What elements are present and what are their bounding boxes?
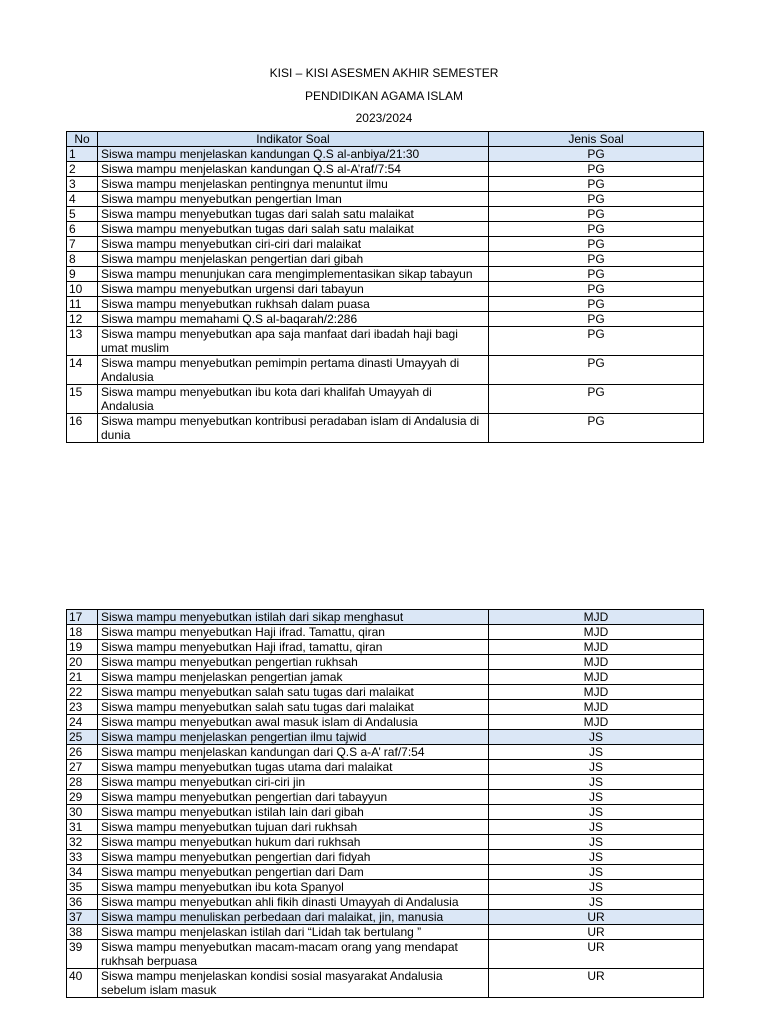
cell-jenis: JS — [489, 790, 704, 805]
cell-no: 5 — [67, 207, 98, 222]
table-row — [67, 745, 704, 760]
cell-indikator: Siswa mampu menjelaskan pengertian jamak — [98, 670, 489, 685]
cell-indikator: Siswa mampu menyebutkan Haji ifrad. Tamattu, qiran — [98, 625, 489, 640]
cell-jenis: JS — [489, 745, 704, 760]
cell-indikator: Siswa mampu menuliskan perbedaan dari malaikat, jin, manusia — [98, 910, 489, 925]
cell-indikator: Siswa mampu menyebutkan salah satu tugas dari malaikat — [98, 700, 489, 715]
table-row — [67, 700, 704, 715]
cell-indikator: Siswa mampu menjelaskan kandungan dari Q.S a-A’ raf/7:54 — [98, 745, 489, 760]
cell-indikator: Siswa mampu menyebutkan ciri-ciri jin — [98, 775, 489, 790]
table-row — [67, 297, 704, 312]
cell-no: 29 — [67, 790, 98, 805]
cell-no: 2 — [67, 162, 98, 177]
cell-indikator: Siswa mampu menyebutkan pemimpin pertama dinasti Umayyah di Andalusia — [98, 356, 489, 385]
cell-no: 36 — [67, 895, 98, 910]
table-row — [67, 895, 704, 910]
cell-indikator: Siswa mampu menyebutkan istilah dari sikap menghasut — [98, 610, 489, 625]
cell-jenis: MJD — [489, 715, 704, 730]
cell-indikator: Siswa mampu menyebutkan ciri-ciri dari malaikat — [98, 237, 489, 252]
cell-jenis: MJD — [489, 685, 704, 700]
table-row — [67, 237, 704, 252]
cell-indikator: Siswa mampu menyebutkan ibu kota dari khalifah Umayyah di Andalusia — [98, 385, 489, 414]
table-row — [67, 385, 704, 414]
cell-jenis: MJD — [489, 610, 704, 625]
cell-no: 16 — [67, 414, 98, 443]
table-row — [67, 312, 704, 327]
cell-jenis: JS — [489, 850, 704, 865]
cell-jenis: JS — [489, 730, 704, 745]
cell-jenis: PG — [489, 147, 704, 162]
cell-no: 20 — [67, 655, 98, 670]
cell-jenis: PG — [489, 327, 704, 356]
cell-no: 35 — [67, 880, 98, 895]
table-row — [67, 940, 704, 969]
table-row — [67, 610, 704, 625]
cell-indikator: Siswa mampu menjelaskan kandungan Q.S al-A’raf/7:54 — [98, 162, 489, 177]
cell-jenis: PG — [489, 312, 704, 327]
cell-indikator: Siswa mampu menyebutkan rukhsah dalam puasa — [98, 297, 489, 312]
cell-indikator: Siswa mampu menyebutkan pengertian Iman — [98, 192, 489, 207]
kisi-table-1 — [66, 131, 704, 443]
cell-jenis: UR — [489, 925, 704, 940]
cell-no: 6 — [67, 222, 98, 237]
cell-no: 37 — [67, 910, 98, 925]
table-row — [67, 715, 704, 730]
col-header-jenis: Jenis Soal — [489, 132, 704, 147]
cell-indikator: Siswa mampu menyebutkan pengertian dari Dam — [98, 865, 489, 880]
table-row — [67, 805, 704, 820]
cell-indikator: Siswa mampu menunjukan cara mengimplementasikan sikap tabayun — [98, 267, 489, 282]
table-row — [67, 252, 704, 267]
cell-no: 13 — [67, 327, 98, 356]
cell-indikator: Siswa mampu menyebutkan macam-macam orang yang mendapat rukhsah berpuasa — [98, 940, 489, 969]
cell-no: 32 — [67, 835, 98, 850]
cell-no: 26 — [67, 745, 98, 760]
cell-indikator: Siswa mampu menyebutkan urgensi dari tabayun — [98, 282, 489, 297]
table-row — [67, 625, 704, 640]
cell-indikator: Siswa mampu menjelaskan pengertian dari gibah — [98, 252, 489, 267]
cell-indikator: Siswa mampu memahami Q.S al-baqarah/2:286 — [98, 312, 489, 327]
table-row — [67, 910, 704, 925]
table-row — [67, 222, 704, 237]
cell-jenis: MJD — [489, 670, 704, 685]
cell-no: 22 — [67, 685, 98, 700]
cell-jenis: JS — [489, 865, 704, 880]
cell-jenis: UR — [489, 969, 704, 998]
cell-no: 4 — [67, 192, 98, 207]
cell-no: 19 — [67, 640, 98, 655]
table-row — [67, 670, 704, 685]
cell-no: 38 — [67, 925, 98, 940]
cell-no: 30 — [67, 805, 98, 820]
cell-jenis: UR — [489, 940, 704, 969]
cell-indikator: Siswa mampu menjelaskan pentingnya menuntut ilmu — [98, 177, 489, 192]
cell-jenis: JS — [489, 880, 704, 895]
cell-no: 40 — [67, 969, 98, 998]
cell-no: 12 — [67, 312, 98, 327]
cell-no: 23 — [67, 700, 98, 715]
cell-no: 1 — [67, 147, 98, 162]
cell-indikator: Siswa mampu menjelaskan istilah dari “Lidah tak bertulang ” — [98, 925, 489, 940]
cell-jenis: MJD — [489, 625, 704, 640]
cell-indikator: Siswa mampu menyebutkan salah satu tugas dari malaikat — [98, 685, 489, 700]
table-row — [67, 820, 704, 835]
table-row — [67, 775, 704, 790]
cell-no: 31 — [67, 820, 98, 835]
table-row — [67, 640, 704, 655]
cell-jenis: JS — [489, 760, 704, 775]
cell-indikator: Siswa mampu menjelaskan pengertian ilmu tajwid — [98, 730, 489, 745]
cell-jenis: PG — [489, 252, 704, 267]
cell-indikator: Siswa mampu menyebutkan ibu kota Spanyol — [98, 880, 489, 895]
table-row — [67, 880, 704, 895]
cell-no: 34 — [67, 865, 98, 880]
cell-no: 3 — [67, 177, 98, 192]
cell-indikator: Siswa mampu menyebutkan pengertian dari tabayyun — [98, 790, 489, 805]
cell-indikator: Siswa mampu menyebutkan pengertian dari fidyah — [98, 850, 489, 865]
cell-indikator: Siswa mampu menyebutkan tugas dari salah satu malaikat — [98, 207, 489, 222]
cell-jenis: JS — [489, 895, 704, 910]
table-row — [67, 327, 704, 356]
col-header-indikator: Indikator Soal — [98, 132, 489, 147]
table-row — [67, 267, 704, 282]
cell-indikator: Siswa mampu menjelaskan kandungan Q.S al-anbiya/21:30 — [98, 147, 489, 162]
cell-jenis: MJD — [489, 700, 704, 715]
table-row — [67, 925, 704, 940]
cell-no: 17 — [67, 610, 98, 625]
table-row — [67, 835, 704, 850]
cell-indikator: Siswa mampu menyebutkan tugas utama dari malaikat — [98, 760, 489, 775]
cell-indikator: Siswa mampu menyebutkan apa saja manfaat dari ibadah haji bagi umat muslim — [98, 327, 489, 356]
cell-no: 15 — [67, 385, 98, 414]
table-row — [67, 969, 704, 998]
table-row — [67, 850, 704, 865]
cell-no: 33 — [67, 850, 98, 865]
cell-jenis: PG — [489, 207, 704, 222]
cell-jenis: PG — [489, 222, 704, 237]
cell-no: 21 — [67, 670, 98, 685]
cell-jenis: PG — [489, 385, 704, 414]
cell-indikator: Siswa mampu menjelaskan kondisi sosial masyarakat Andalusia sebelum islam masuk — [98, 969, 489, 998]
cell-no: 7 — [67, 237, 98, 252]
table-body-2 — [67, 610, 704, 998]
cell-no: 28 — [67, 775, 98, 790]
table-row — [67, 685, 704, 700]
cell-jenis: PG — [489, 297, 704, 312]
doc-subject: PENDIDIKAN AGAMA ISLAM — [304, 89, 464, 103]
cell-indikator: Siswa mampu menyebutkan tujuan dari rukhsah — [98, 820, 489, 835]
cell-no: 25 — [67, 730, 98, 745]
cell-jenis: PG — [489, 192, 704, 207]
cell-no: 9 — [67, 267, 98, 282]
table-row — [67, 177, 704, 192]
cell-jenis: PG — [489, 414, 704, 443]
cell-jenis: PG — [489, 267, 704, 282]
cell-no: 24 — [67, 715, 98, 730]
cell-jenis: JS — [489, 805, 704, 820]
cell-jenis: JS — [489, 835, 704, 850]
table-row — [67, 760, 704, 775]
col-header-no: No — [67, 132, 98, 147]
table-row — [67, 282, 704, 297]
table-row — [67, 730, 704, 745]
cell-jenis: PG — [489, 162, 704, 177]
table-row — [67, 147, 704, 162]
cell-jenis: MJD — [489, 640, 704, 655]
cell-indikator: Siswa mampu menyebutkan ahli fikih dinasti Umayyah di Andalusia — [98, 895, 489, 910]
cell-jenis: JS — [489, 820, 704, 835]
table-row — [67, 207, 704, 222]
doc-year: 2023/2024 — [355, 111, 413, 125]
table-row — [67, 356, 704, 385]
cell-no: 18 — [67, 625, 98, 640]
cell-no: 14 — [67, 356, 98, 385]
doc-title: KISI – KISI ASESMEN AKHIR SEMESTER — [269, 66, 499, 80]
table-row — [67, 414, 704, 443]
cell-no: 27 — [67, 760, 98, 775]
table-row — [67, 790, 704, 805]
cell-jenis: PG — [489, 356, 704, 385]
cell-jenis: PG — [489, 237, 704, 252]
cell-no: 8 — [67, 252, 98, 267]
cell-indikator: Siswa mampu menyebutkan Haji ifrad, tamattu, qiran — [98, 640, 489, 655]
cell-jenis: JS — [489, 775, 704, 790]
table-header-row — [67, 132, 704, 147]
cell-no: 11 — [67, 297, 98, 312]
cell-jenis: PG — [489, 282, 704, 297]
cell-indikator: Siswa mampu menyebutkan istilah lain dari gibah — [98, 805, 489, 820]
cell-jenis: MJD — [489, 655, 704, 670]
table-row — [67, 162, 704, 177]
table-body-1 — [67, 147, 704, 443]
kisi-table-2 — [66, 609, 704, 998]
cell-indikator: Siswa mampu menyebutkan tugas dari salah satu malaikat — [98, 222, 489, 237]
cell-no: 39 — [67, 940, 98, 969]
cell-indikator: Siswa mampu menyebutkan hukum dari rukhsah — [98, 835, 489, 850]
cell-indikator: Siswa mampu menyebutkan kontribusi peradaban islam di Andalusia di dunia — [98, 414, 489, 443]
cell-jenis: PG — [489, 177, 704, 192]
table-row — [67, 865, 704, 880]
cell-no: 10 — [67, 282, 98, 297]
cell-indikator: Siswa mampu menyebutkan pengertian rukhsah — [98, 655, 489, 670]
cell-jenis: UR — [489, 910, 704, 925]
table-row — [67, 192, 704, 207]
cell-indikator: Siswa mampu menyebutkan awal masuk islam di Andalusia — [98, 715, 489, 730]
table-row — [67, 655, 704, 670]
